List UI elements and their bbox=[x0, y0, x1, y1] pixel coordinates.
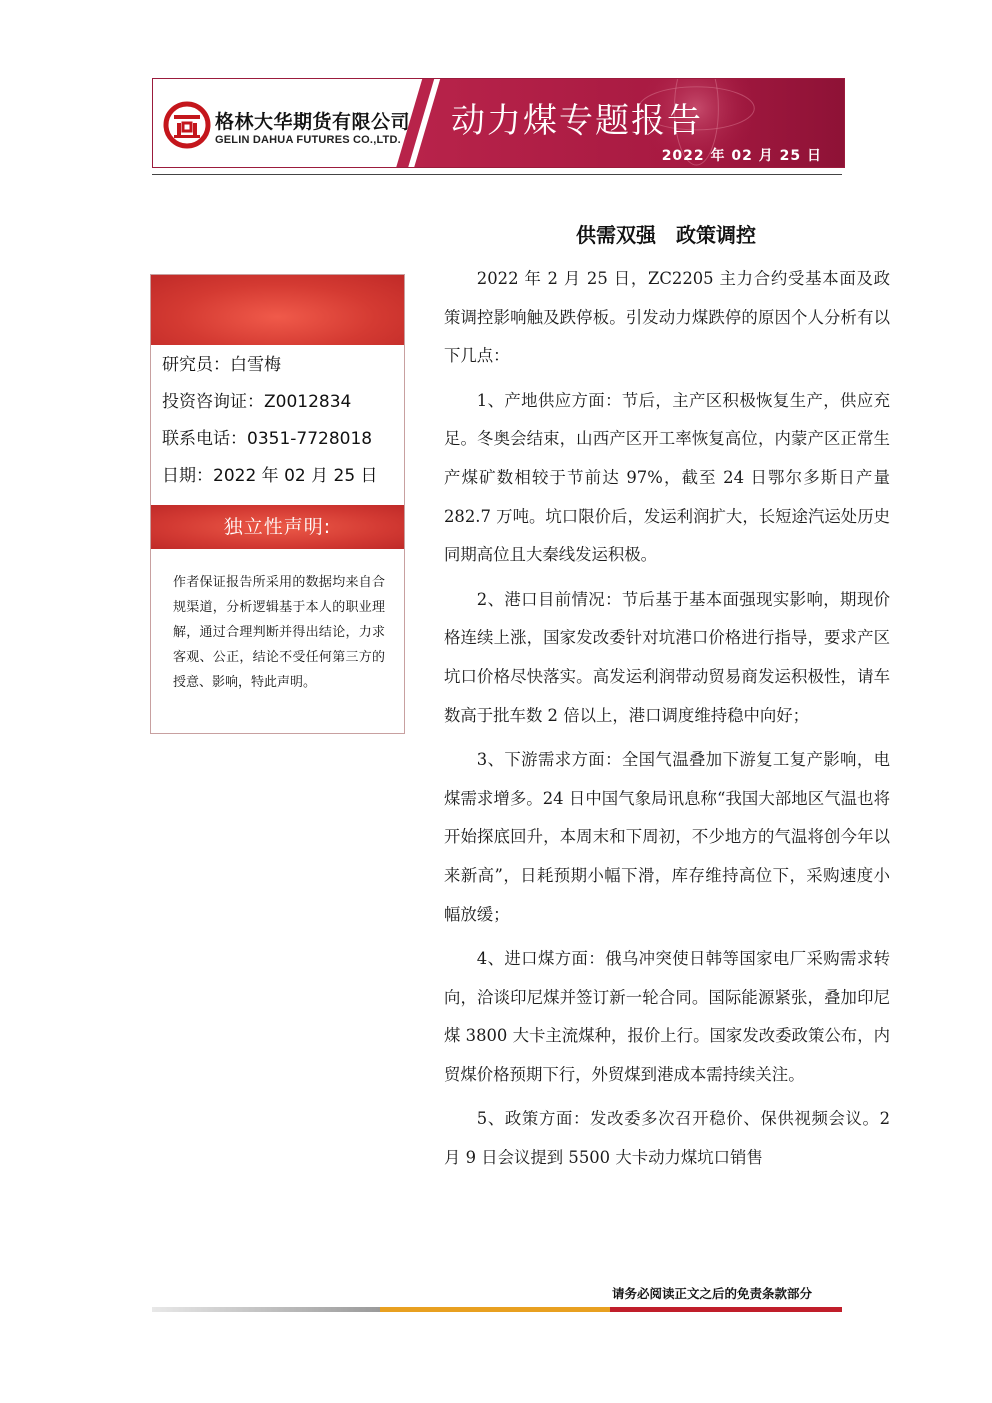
paragraph: 3、下游需求方面：全国气温叠加下游复工复产影响，电煤需求增多。24 日中国气象局讯息称“我国大部地区气温也将开始探底回升，本周末和下周初，不少地方的气温将创今年以来新高”，日耗预期小幅下滑，库存维持高位下，采购速度小幅放缓； bbox=[444, 750, 890, 924]
report-date-sidebar: 日期：2022 年 02 月 25 日 bbox=[162, 466, 378, 486]
report-header bbox=[152, 78, 845, 168]
paragraph: 2022 年 2 月 25 日，ZC2205 主力合约受基本面及政策调控影响触及跌停板。引发动力煤跌停的原因个人分析有以下几点： bbox=[444, 269, 890, 366]
footer-bar-orange bbox=[380, 1307, 610, 1312]
paragraph: 1、产地供应方面：节后，主产区积极恢复生产，供应充足。冬奥会结束，山西产区开工率恢复高位，内蒙产区正常生产煤矿数相较于节前达 97%，截至 24 日鄂尔多斯日产量 282.7 万吨。坑口限价后，发运利润扩大，长短途汽运处历史同期高位且大秦线发运积极。 bbox=[444, 390, 890, 565]
paragraph: 2、港口目前情况：节后基于基本面强现实影响，期现价格连续上涨，国家发改委针对坑港口价格进行指导，要求产区坑口价格尽快落实。高发运利润带动贸易商发运积极性，请车数高于批车数 2 倍以上，港口调度维持稳中向好； bbox=[444, 589, 890, 725]
company-name-cn: 格林大华期货有限公司 bbox=[215, 111, 411, 133]
header-divider bbox=[152, 174, 842, 175]
footer-bar-red bbox=[610, 1307, 842, 1312]
disclaimer-note: 请务必阅读正文之后的免责条款部分 bbox=[612, 1286, 813, 1301]
footer-color-bar bbox=[152, 1307, 842, 1312]
analyst-info-box bbox=[150, 274, 405, 734]
company-name-en: GELIN DAHUA FUTURES CO.,LTD. bbox=[215, 134, 401, 146]
company-logo bbox=[163, 101, 211, 149]
report-title: 动力煤专题报告 bbox=[451, 101, 703, 141]
paragraph: 5、政策方面：发改委多次召开稳价、保供视频会议。2 月 9 日会议提到 5500 大卡动力煤坑口销售 bbox=[444, 1109, 890, 1168]
paragraph: 4、进口煤方面：俄乌冲突使日韩等国家电厂采购需求转向，洽谈印尼煤并签订新一轮合同。国际能源紧张，叠加印尼煤 3800 大卡主流煤种，报价上行。国家发改委政策公布，内贸煤价格预期下行，外贸煤到港成本需持续关注。 bbox=[444, 949, 890, 1084]
info-box-banner bbox=[151, 275, 404, 345]
researcher-name: 研究员：白雪梅 bbox=[162, 355, 281, 375]
declaration-title: 独立性声明: bbox=[151, 505, 404, 549]
analyst-details bbox=[162, 347, 378, 495]
report-date: 2022 年 02 月 25 日 bbox=[661, 148, 822, 164]
footer-bar-gray bbox=[152, 1307, 380, 1312]
contact-phone: 联系电话：0351-7728018 bbox=[162, 429, 373, 449]
article-title: 供需双强 政策调控 bbox=[576, 223, 756, 247]
article-body bbox=[444, 260, 890, 1178]
logo-icon bbox=[163, 101, 211, 149]
license-number: 投资咨询证：Z0012834 bbox=[162, 392, 352, 412]
declaration-text: 作者保证报告所采用的数据均来自合规渠道，分析逻辑基于本人的职业理解，通过合理判断并得出结论，力求客观、公正，结论不受任何第三方的授意、影响，特此声明。 bbox=[173, 575, 385, 690]
